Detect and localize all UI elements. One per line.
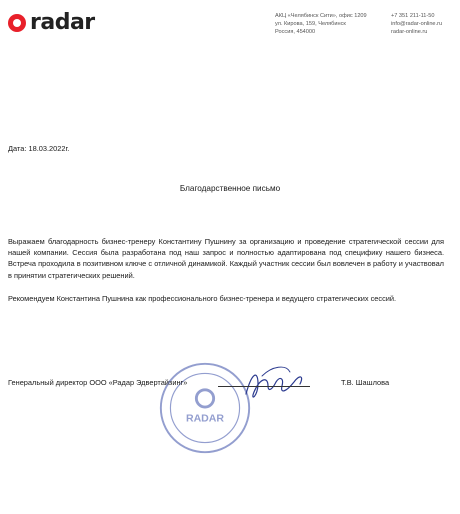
address-line: Россия, 454000	[275, 29, 316, 36]
stamp-text: RADAR	[185, 412, 225, 425]
company-contacts	[391, 12, 457, 37]
letter-title: Благодарственное письмо	[179, 184, 281, 193]
handwritten-signature	[228, 362, 318, 412]
logo-text: radar	[30, 10, 95, 35]
contact-email: info@radar-online.ru	[391, 21, 443, 28]
signature-role: Генеральный директор ООО «Радар Эдвертайзинг»	[8, 378, 188, 387]
company-logo	[8, 10, 95, 35]
signature-line	[218, 386, 310, 387]
radar-logo-icon	[8, 14, 26, 32]
address-line: АКЦ «Челябинск Сити», офис 1209	[275, 13, 367, 19]
letter-paragraph: Рекомендуем Константина Пушнина как профессионального бизнес-тренера и ведущего стратегических сессий.	[8, 294, 397, 303]
company-address	[275, 12, 380, 37]
letter-paragraph: Выражаем благодарность бизнес-тренеру Константину Пушнину за организацию и проведение стратегической сессии для нашей компании. Сессия была разработана под наш запрос и полностью адаптирована под специфику нашего бизнеса. Встреча проходила в позитивном ключе с отличной динамикой. Каждый участник сессии был вовлечен в работу и участвовал в принятии стратегических решений.	[8, 237, 444, 280]
signatory-name: Т.В. Шашлова	[341, 378, 390, 387]
letter-date: Дата: 18.03.2022г.	[8, 144, 70, 153]
address-line: ул. Кирова, 159, Челябинск	[275, 21, 346, 28]
contact-website: radar-online.ru	[391, 29, 428, 36]
contact-phone: +7 351 211-11-50	[391, 13, 435, 19]
